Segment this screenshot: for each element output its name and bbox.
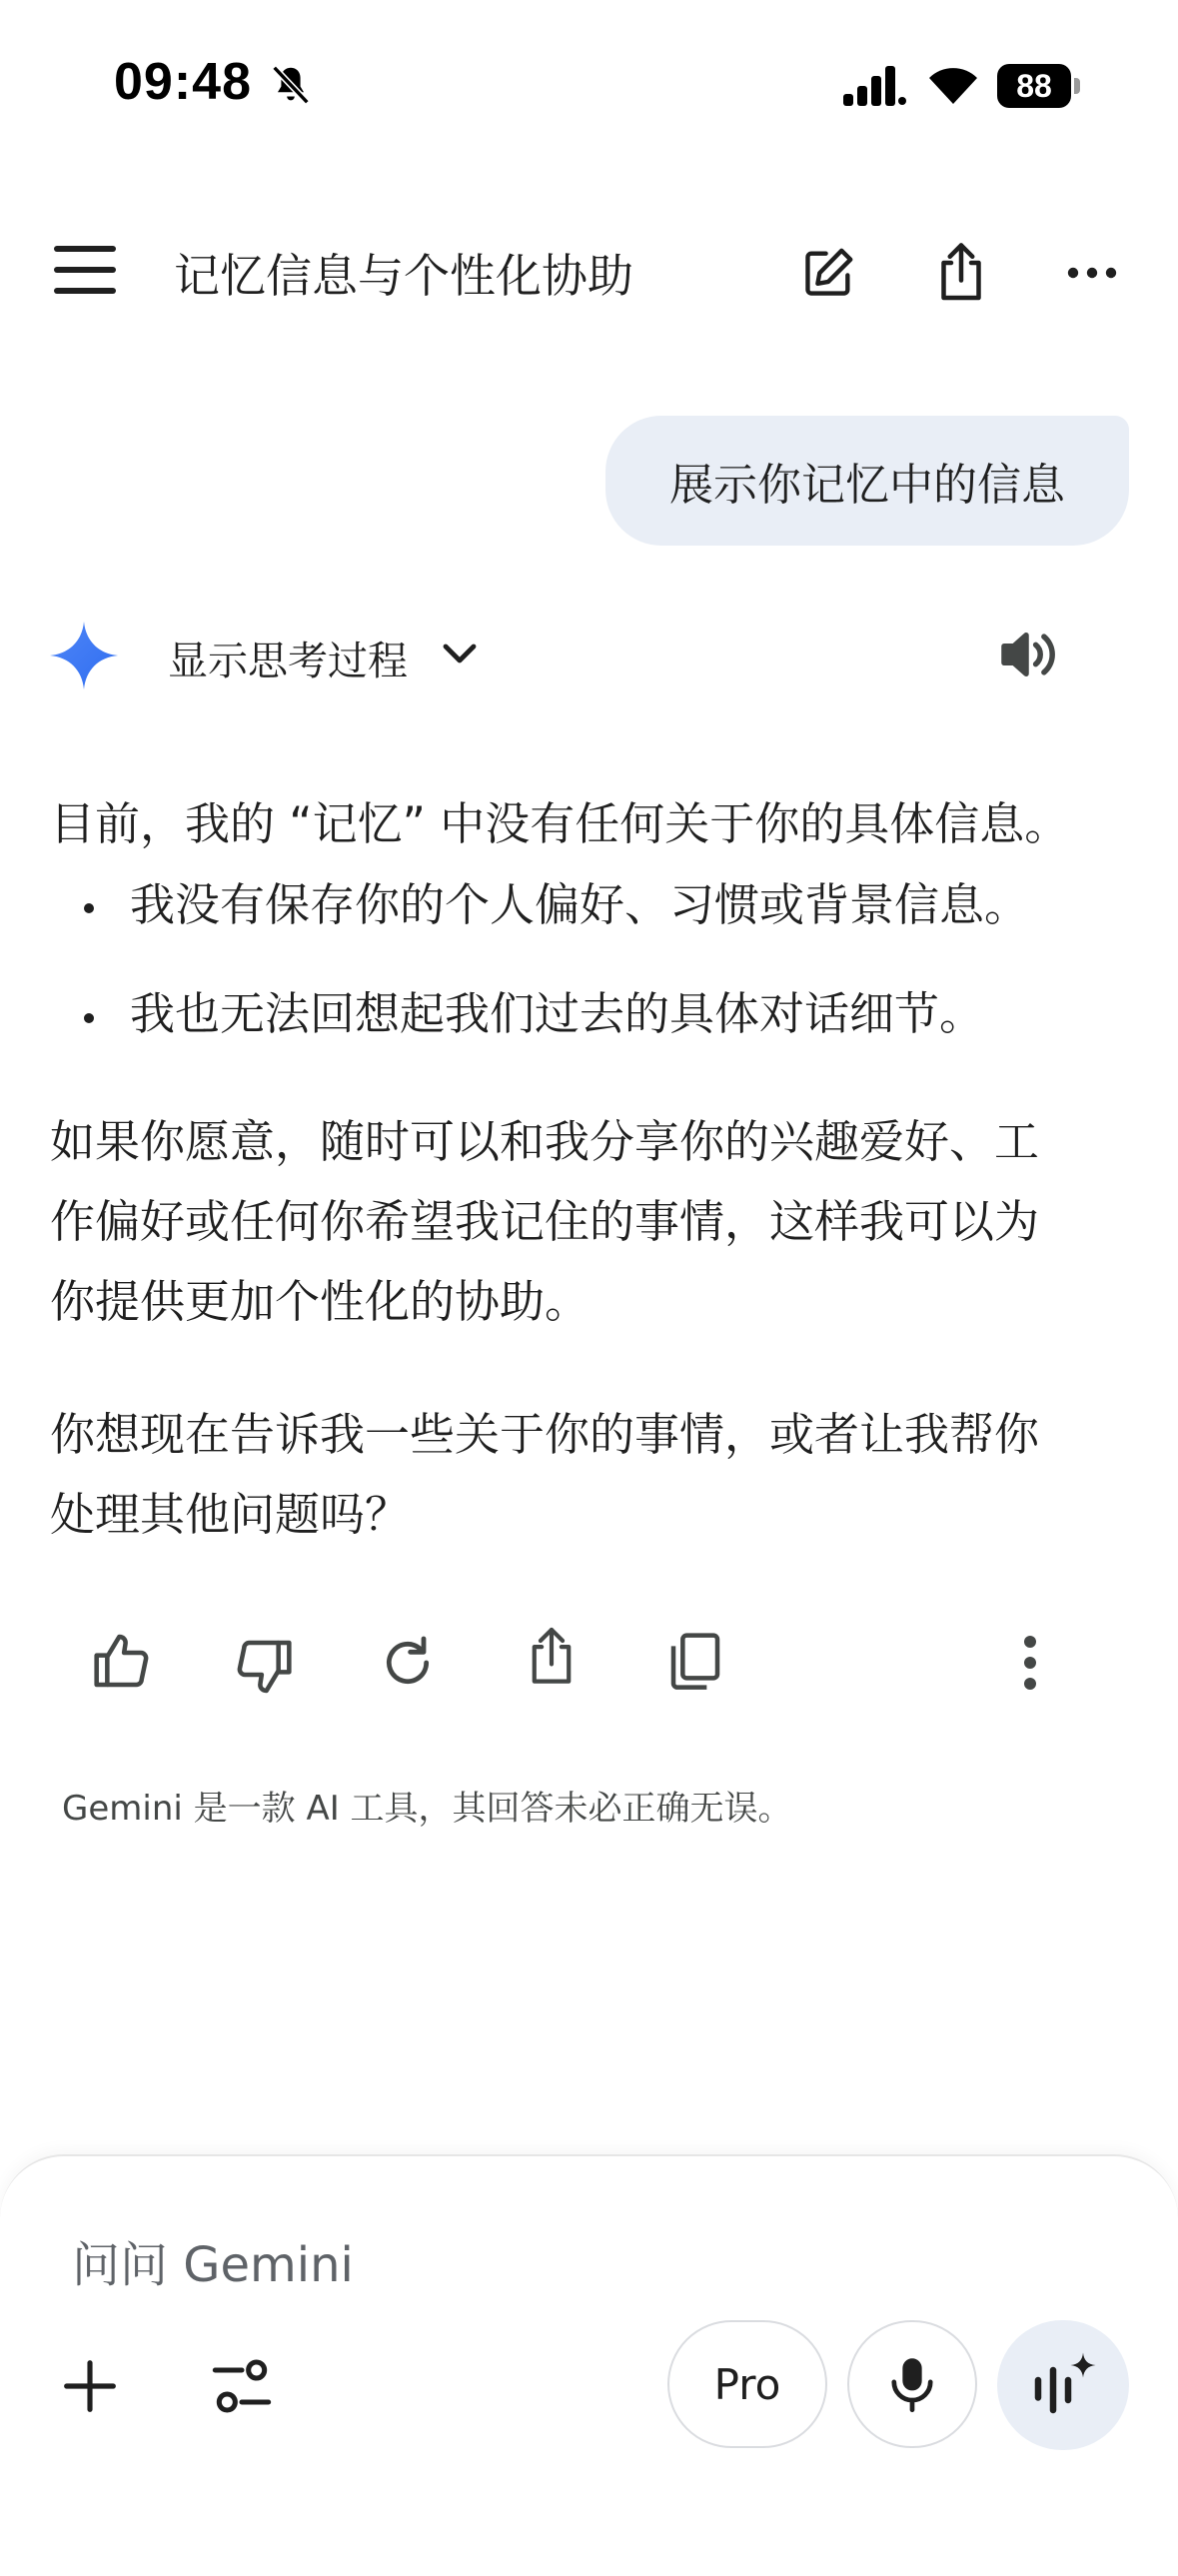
- pro-model-button[interactable]: [667, 2320, 827, 2448]
- thumbs-down-icon[interactable]: [232, 1635, 296, 1699]
- response-intro: 目前，我的 “记忆” 中没有任何关于你的具体信息。: [50, 797, 1070, 850]
- microphone-button[interactable]: [847, 2320, 977, 2448]
- status-time: 09:48: [114, 53, 252, 111]
- more-vertical-icon[interactable]: [1015, 1633, 1045, 1693]
- live-sparkle-icon: [1028, 2350, 1098, 2420]
- edit-icon[interactable]: [799, 244, 857, 302]
- response-paragraph-2-line-2: 作偏好或任何你希望我记住的事情，这样我可以为: [50, 1195, 1040, 1248]
- response-bullet-1: 我没有保存你的个人偏好、习惯或背景信息。: [130, 878, 1030, 931]
- speaker-icon[interactable]: [993, 622, 1059, 687]
- more-horizontal-icon[interactable]: [1067, 258, 1117, 288]
- pro-label: Pro: [713, 2359, 781, 2409]
- response-paragraph-3-line-2: 处理其他问题吗？: [50, 1488, 411, 1541]
- menu-icon[interactable]: [54, 246, 116, 294]
- tools-icon[interactable]: [210, 2354, 274, 2418]
- share-icon[interactable]: [520, 1625, 584, 1689]
- battery-level: 88: [1016, 67, 1052, 104]
- disclaimer: Gemini 是一款 AI 工具，其回答未必正确无误。: [62, 1789, 792, 1829]
- chevron-down-icon[interactable]: [440, 640, 480, 669]
- copy-icon[interactable]: [661, 1629, 725, 1693]
- live-button[interactable]: [997, 2320, 1129, 2450]
- battery-icon: [997, 64, 1081, 108]
- wifi-icon: [925, 62, 981, 106]
- conversation-title: 记忆信息与个性化协助: [174, 249, 633, 303]
- user-message-bubble: 展示你记忆中的信息: [605, 416, 1129, 546]
- bullet-dot: [84, 1013, 94, 1023]
- response-paragraph-2-line-1: 如果你愿意，随时可以和我分享你的兴趣爱好、工: [50, 1115, 1040, 1168]
- prompt-input[interactable]: 问问 Gemini: [72, 2237, 354, 2293]
- cellular-signal-icon: [843, 66, 907, 106]
- response-bullet-2: 我也无法回想起我们过去的具体对话细节。: [130, 987, 985, 1040]
- plus-icon[interactable]: [62, 2358, 118, 2414]
- microphone-icon: [886, 2354, 938, 2414]
- bullet-dot: [84, 903, 94, 913]
- redo-icon[interactable]: [376, 1631, 440, 1695]
- thumbs-up-icon[interactable]: [90, 1629, 154, 1693]
- response-paragraph-2-line-3: 你提供更加个性化的协助。: [50, 1275, 590, 1328]
- response-paragraph-3-line-1: 你想现在告诉我一些关于你的事情，或者让我帮你: [50, 1408, 1040, 1461]
- show-thinking-toggle[interactable]: 显示思考过程: [168, 639, 408, 684]
- bell-slash-icon: [268, 62, 314, 108]
- share-icon[interactable]: [931, 240, 991, 306]
- gemini-sparkle-icon: [50, 622, 118, 689]
